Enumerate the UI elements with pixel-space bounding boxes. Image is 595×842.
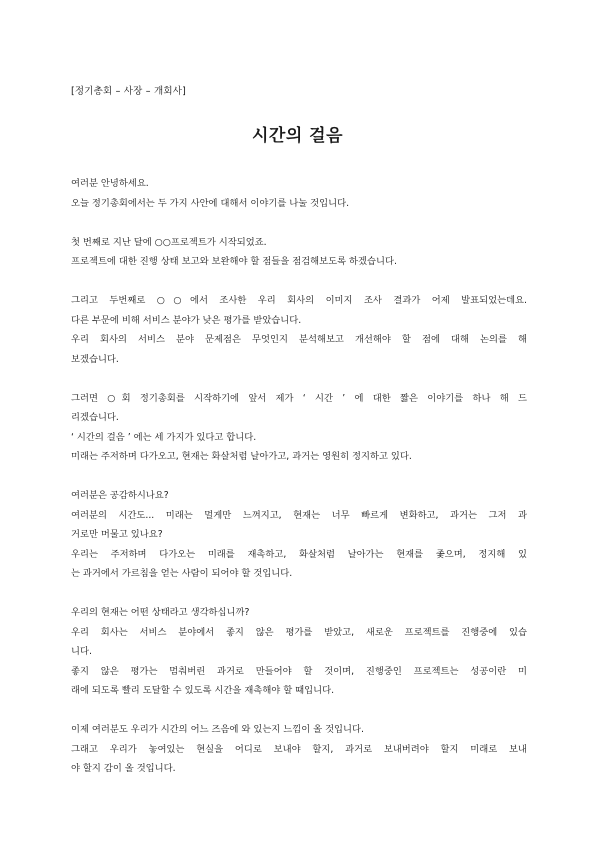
text-line: 리겠습니다.: [71, 412, 119, 423]
text-line: 이제 여러분도 우리가 시간의 어느 즈음에 와 있는지 느낌이 올 것입니다.: [71, 724, 364, 735]
text-line: 우리 회사는 서비스 분야에서 좋지 않은 평가를 받았고, 새로운 프로젝트를 진행중에 있습: [71, 626, 527, 638]
text-line: 래에 되도록 빨리 도달할 수 있도록 시간을 재촉해야 할 때입니다.: [71, 685, 335, 696]
text-line: 우리는 주저하며 다가오는 미래를 재촉하고, 화살처럼 날아가는 현재를 좇으며, 정지해 있: [71, 548, 527, 560]
text-line: 니다.: [71, 646, 92, 657]
text-line: 첫 번째로 지난 달에 ○○프로젝트가 시작되었죠.: [71, 236, 267, 248]
text-line: 여러분은 공감하시나요?: [71, 490, 169, 501]
text-line: 우리 회사의 서비스 분야 문제점은 무엇인지 분석해보고 개선해야 할 점에 대해 논의를 해: [71, 334, 527, 345]
text-line: 프로젝트에 대한 진행 상태 보고와 보완해야 할 점들을 점검해보도록 하겠습니다.: [71, 256, 397, 267]
document-title: 시간의 걸음: [251, 126, 344, 146]
text-line: 미래는 주저하며 다가오고, 현재는 화살처럼 날아가고, 과거는 영원히 정지하고 있다.: [71, 451, 412, 462]
text-line: 오늘 정기총회에서는 두 가지 사안에 대해서 이야기를 나눌 것입니다.: [71, 197, 350, 209]
document-category-tag: [정기총회 – 사장 – 개회사]: [71, 86, 186, 97]
text-line: 는 과거에서 가르침을 얻는 사람이 되어야 할 것입니다.: [71, 568, 293, 579]
text-line: 보겠습니다.: [71, 353, 119, 365]
text-line: 그래고 우리가 놓여있는 현실을 어디로 보내야 할지, 과거로 보내버려야 할지 미래로 보내: [71, 743, 527, 755]
text-line: 그러면 ○회 정기총회를 시작하기에 앞서 제가 ‘ 시간 ’ 에 대한 짧은 이야기를 하나 해 드: [71, 392, 527, 404]
paragraph: [71, 389, 527, 467]
text-line: 여러분의 시간도... 미래는 멀게만 느껴지고, 현재는 너무 빠르게 변화하고, 과거는 그저 과: [71, 509, 527, 521]
paragraph: [71, 174, 527, 213]
text-line: 다른 부문에 비해 서비스 분야가 낮은 평가를 받았습니다.: [71, 314, 302, 326]
text-line: ‘ 시간의 걸음 ’ 에는 세 가지가 있다고 합니다.: [71, 431, 257, 443]
text-line: 여러분 안녕하세요.: [71, 178, 149, 189]
paragraph: [71, 486, 527, 584]
text-line: 야 할지 감이 올 것입니다.: [71, 763, 176, 774]
paragraph: [71, 720, 527, 779]
text-line: 거로만 머물고 있나요?: [71, 529, 163, 540]
text-line: 좋지 않은 평가는 멈춰버린 과거로 만들어야 할 것이며, 진행중인 프로젝트는 성공이란 미: [71, 665, 527, 677]
paragraph: [71, 291, 527, 369]
text-line: 우리의 현재는 어떤 상태라고 생각하십니까?: [71, 607, 250, 618]
document-body: [71, 174, 527, 779]
paragraph: [71, 233, 527, 272]
text-line: 그리고 두번째로 ○○에서 조사한 우리 회사의 이미지 조사 결과가 어제 발표되었는데요.: [71, 295, 527, 306]
paragraph: [71, 603, 527, 701]
